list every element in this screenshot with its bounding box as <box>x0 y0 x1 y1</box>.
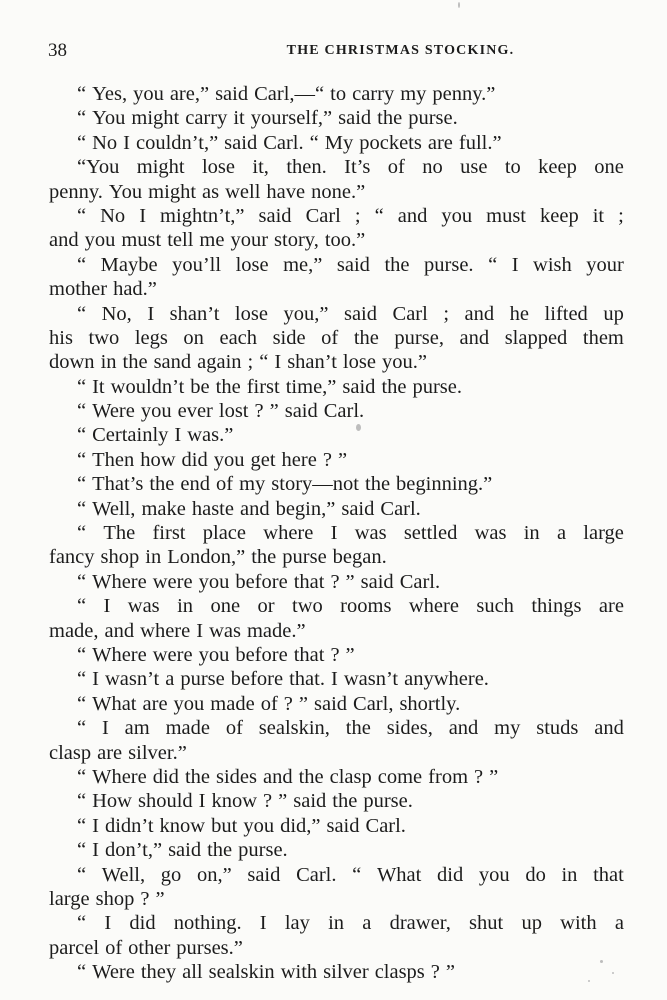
text-line: “ I don’t,” said the purse. <box>77 839 288 862</box>
text-line: “ That’s the end of my story—not the beginning.” <box>77 473 493 496</box>
text-line: parcel of other purses.” <box>49 936 243 959</box>
text-line: mother had.” <box>49 278 157 301</box>
text-line: “You might lose it, then. It’s of no use to keep one <box>77 156 624 179</box>
text-line: “ Certainly I was.” <box>77 424 234 447</box>
text-line: “ I wasn’t a purse before that. I wasn’t anywhere. <box>77 668 489 691</box>
page-header <box>48 36 623 66</box>
text-line: clasp are silver.” <box>49 741 187 764</box>
text-line: “ Yes, you are,” said Carl,—“ to carry my penny.” <box>77 83 496 105</box>
text-line: “ No I couldn’t,” said Carl. “ My pockets are full.” <box>77 131 502 154</box>
paper-speck <box>458 2 460 8</box>
text-line: “ I did nothing. I lay in a drawer, shut up with a <box>77 912 624 935</box>
text-line: and you must tell me your story, too.” <box>49 229 366 252</box>
text-line: his two legs on each side of the purse, and slapped them <box>49 326 624 349</box>
text-line: “ No I mightn’t,” said Carl ; “ and you must keep it ; <box>77 204 624 227</box>
text-line: “ No, I shan’t lose you,” said Carl ; and he lifted up <box>77 302 624 325</box>
paper-speck <box>612 972 614 974</box>
text-line: “ Maybe you’ll lose me,” said the purse. “ I wish your <box>77 253 624 276</box>
paper-speck <box>588 980 590 982</box>
text-line: “ I am made of sealskin, the sides, and my studs and <box>77 717 624 740</box>
text-line: “ What are you made of ? ” said Carl, shortly. <box>77 692 461 715</box>
text-line: “ Were you ever lost ? ” said Carl. <box>77 400 365 423</box>
paper-speck <box>356 424 361 431</box>
text-line: fancy shop in London,” the purse began. <box>49 546 387 569</box>
text-line: “ Where were you before that ? ” <box>77 643 355 666</box>
text-line: “ Then how did you get here ? ” <box>77 448 348 471</box>
text-line: “ Were they all sealskin with silver clasps ? ” <box>77 961 456 984</box>
text-line: “ Well, make haste and begin,” said Carl. <box>77 497 421 520</box>
text-line: large shop ? ” <box>49 887 165 910</box>
text-line: “ The first place where I was settled was in a large <box>77 522 624 545</box>
text-line: “ I was in one or two rooms where such things are <box>77 595 624 618</box>
page-number: 38 <box>48 40 67 61</box>
body-text <box>49 82 624 984</box>
running-head: THE CHRISTMAS STOCKING. <box>286 43 515 58</box>
text-line: “ I didn’t know but you did,” said Carl. <box>77 814 406 837</box>
text-line: “ It wouldn’t be the first time,” said the purse. <box>77 375 463 398</box>
text-line: penny. You might as well have none.” <box>49 180 366 203</box>
text-line: “ Where were you before that ? ” said Carl. <box>77 570 441 593</box>
text-line: down in the sand again ; “ I shan’t lose you.” <box>49 351 427 374</box>
text-line: “ Well, go on,” said Carl. “ What did you do in that <box>77 863 624 886</box>
text-line: “ Where did the sides and the clasp come from ? ” <box>77 765 499 788</box>
paper-speck <box>600 960 603 963</box>
text-line: “ How should I know ? ” said the purse. <box>77 790 413 813</box>
text-line: “ You might carry it yourself,” said the purse. <box>77 107 458 130</box>
text-line: made, and where I was made.” <box>49 619 306 642</box>
